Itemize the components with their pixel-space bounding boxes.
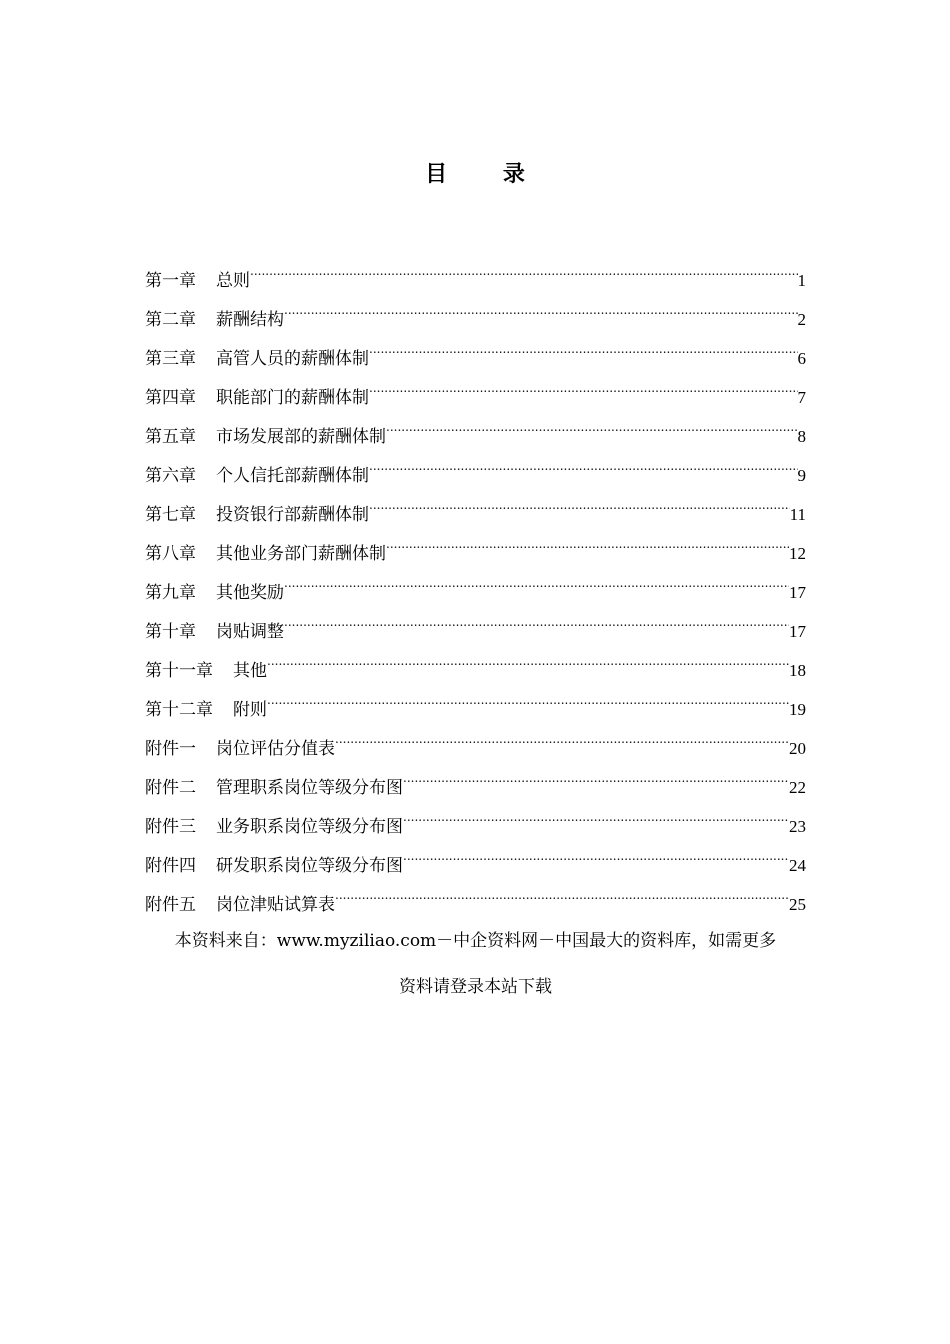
- toc-chapter-label: 附件四: [145, 856, 196, 876]
- toc-page-number: 17: [789, 583, 806, 602]
- toc-page-number: 1: [797, 271, 806, 290]
- toc-chapter-label: 第八章: [145, 544, 196, 564]
- toc-chapter-label: 第三章: [145, 349, 196, 369]
- toc-page-number: 18: [789, 661, 806, 680]
- toc-chapter-label: 第五章: [145, 427, 196, 447]
- toc-dot-leader: [369, 442, 798, 481]
- toc-page-number: 22: [789, 778, 806, 797]
- toc-chapter-label: 附件一: [145, 739, 196, 759]
- toc-chapter-label: 第九章: [145, 583, 196, 603]
- toc-dot-leader: [369, 481, 790, 520]
- toc-chapter-label: 第十二章: [145, 700, 213, 720]
- toc-chapter-label: 第七章: [145, 505, 196, 525]
- toc-entry-title: 管理职系岗位等级分布图: [216, 778, 403, 798]
- toc-entry[interactable]: [145, 247, 806, 291]
- toc-page-number: 2: [797, 310, 806, 329]
- toc-dot-leader: [369, 364, 798, 403]
- toc-dot-leader: [403, 793, 789, 832]
- toc-chapter-label: 附件二: [145, 778, 196, 798]
- toc-page-number: 20: [789, 739, 806, 758]
- source-note-line-2: 资料请登录本站下载: [399, 977, 552, 997]
- toc-page-number: 24: [789, 856, 806, 875]
- toc-page-number: 19: [789, 700, 806, 719]
- toc-page-number: 6: [797, 349, 806, 368]
- source-note-line-1: 本资料来自：www.myziliao.com－中企资料网－中国最大的资料库，如需更多: [174, 931, 777, 951]
- toc-entry-title: 附则: [233, 700, 267, 720]
- page-title: 目 录: [425, 161, 549, 187]
- toc-entry-title: 其他: [233, 661, 267, 681]
- toc-entry-title: 岗位津贴试算表: [216, 895, 335, 915]
- toc-chapter-label: 第十章: [145, 622, 196, 642]
- toc-dot-leader: [284, 286, 798, 325]
- toc-entry-title: 岗位评估分值表: [216, 739, 335, 759]
- toc-dot-leader: [386, 403, 798, 442]
- toc-entry-title: 个人信托部薪酬体制: [216, 466, 369, 486]
- toc-entry-title: 业务职系岗位等级分布图: [216, 817, 403, 837]
- toc-entry-title: 高管人员的薪酬体制: [216, 349, 369, 369]
- toc-entry-title: 总则: [216, 271, 250, 291]
- toc-entry-title: 其他奖励: [216, 583, 284, 603]
- toc-page-number: 25: [789, 895, 806, 914]
- source-note: [145, 918, 806, 1010]
- toc-entry-title: 其他业务部门薪酬体制: [216, 544, 386, 564]
- toc-chapter-label: 附件三: [145, 817, 196, 837]
- toc-entry-title: 职能部门的薪酬体制: [216, 388, 369, 408]
- toc-dot-leader: [335, 871, 789, 910]
- toc-entry-title: 岗贴调整: [216, 622, 284, 642]
- toc-page-number: 17: [789, 622, 806, 641]
- toc-chapter-label: 第一章: [145, 271, 196, 291]
- toc-entry-title: 投资银行部薪酬体制: [216, 505, 369, 525]
- toc-chapter-label: 第二章: [145, 310, 196, 330]
- table-of-contents: [145, 247, 806, 915]
- toc-entry-title: 薪酬结构: [216, 310, 284, 330]
- toc-dot-leader: [369, 325, 798, 364]
- toc-dot-leader: [335, 715, 789, 754]
- toc-dot-leader: [267, 637, 789, 676]
- toc-dot-leader: [386, 520, 789, 559]
- toc-chapter-label: 附件五: [145, 895, 196, 915]
- toc-dot-leader: [267, 676, 789, 715]
- toc-page-number: 8: [797, 427, 806, 446]
- toc-dot-leader: [284, 559, 789, 598]
- toc-page-number: 7: [797, 388, 806, 407]
- toc-dot-leader: [403, 754, 789, 793]
- toc-chapter-label: 第六章: [145, 466, 196, 486]
- toc-page-number: 23: [789, 817, 806, 836]
- toc-dot-leader: [403, 832, 789, 871]
- toc-chapter-label: 第四章: [145, 388, 196, 408]
- toc-page-number: 11: [789, 505, 806, 524]
- toc-entry-title: 研发职系岗位等级分布图: [216, 856, 403, 876]
- toc-page-number: 12: [789, 544, 806, 563]
- toc-entry-title: 市场发展部的薪酬体制: [216, 427, 386, 447]
- toc-chapter-label: 第十一章: [145, 661, 213, 681]
- toc-dot-leader: [250, 247, 798, 286]
- toc-page-number: 9: [797, 466, 806, 485]
- toc-dot-leader: [284, 598, 789, 637]
